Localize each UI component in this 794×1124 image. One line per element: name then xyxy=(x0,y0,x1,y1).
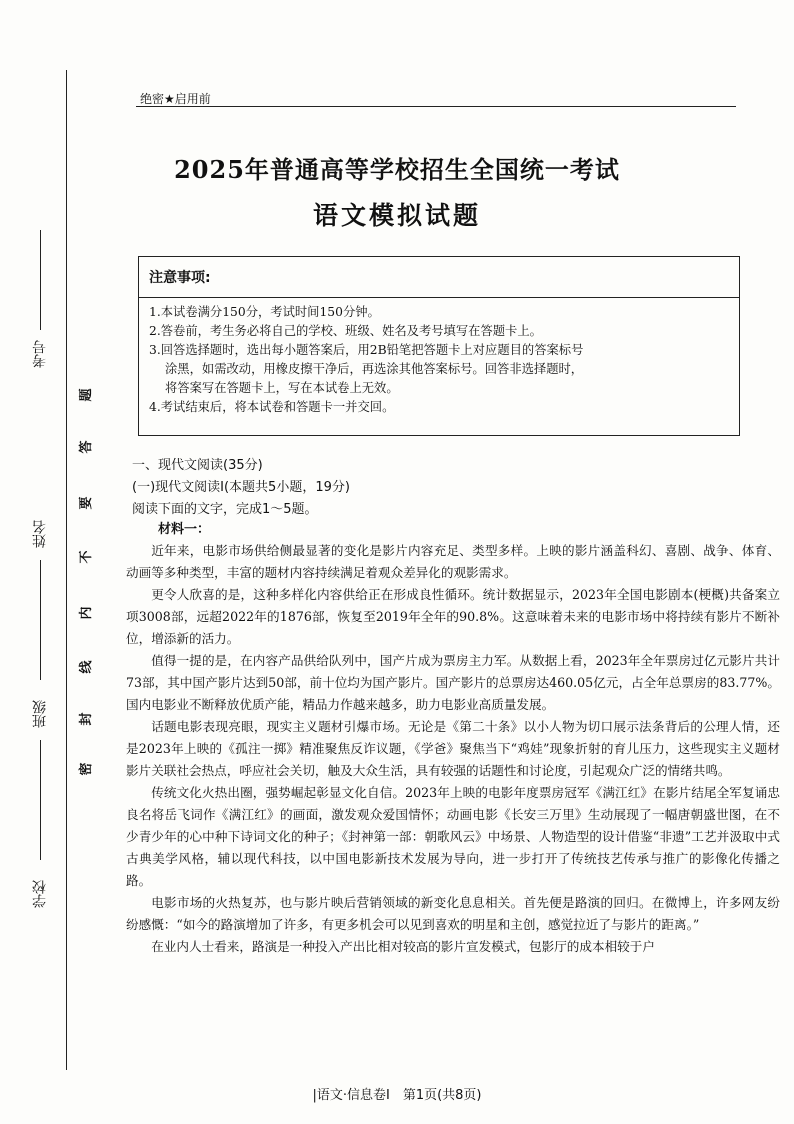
notice-box xyxy=(138,256,740,436)
notice-title: 注意事项: xyxy=(149,270,211,286)
seal-char-6: 线 xyxy=(79,660,94,674)
section-heading: 一、现代文阅读(35分) xyxy=(132,458,263,473)
paragraph: 传统文化火热出圈，强势崛起彰显文化自信。2023年上映的电影年度票房冠军《满江红》在影片结尾全军复诵忠良名将岳飞词作《满江红》的画面，激发观众爱国情怀；动画电影《长安三万里》生动展现了一幅唐朝盛世图，在不少青少年的心中种下诗词文化的种子；《封神第一部：朝歌风云》中场景、人物造型的设计借鉴“非遗”工艺并汲取中式古典美学风格，辅以现代科技，以中国电影新技术发展为导向，进一步打开了传统技艺传承与推广的影像化传播之路。 xyxy=(126,785,780,888)
class-field xyxy=(30,700,50,728)
paragraph: 近年来，电影市场供给侧最显著的变化是影片内容充足、类型多样。上映的影片涵盖科幻、喜剧、战争、体育、动画等多种类型，丰富的题材内容持续满足着观众差异化的观影需求。 xyxy=(126,543,780,580)
seal-char-2: 答 xyxy=(79,440,94,454)
exam-number-field xyxy=(30,340,50,368)
seal-char-1: 题 xyxy=(79,388,94,402)
school-label: 学校 xyxy=(32,880,48,908)
name-field xyxy=(30,520,50,548)
material-label: 材料一： xyxy=(158,522,211,537)
passage xyxy=(126,540,780,958)
class-rule xyxy=(40,740,41,860)
class-label: 班级 xyxy=(32,700,48,728)
notice-item: 4.考试结束后，将本试卷和答题卡一并交回。 xyxy=(149,400,395,414)
paragraph: 更令人欣喜的是，这种多样化内容供给正在形成良性循环。统计数据显示，2023年全国电影剧本(梗概)共备案立项3008部，远超2022年的1876部，恢复至2019年全年的90.8%。这意味着未来的电影市场中将持续有影片不断补位，增添新的活力。 xyxy=(126,587,780,646)
seal-char-8: 密 xyxy=(79,762,94,776)
paragraph: 在业内人士看来，路演是一种投入产出比相对较高的影片宣发模式，包影厅的成本相较于户 xyxy=(151,939,655,954)
name-rule xyxy=(40,560,41,680)
seal-char-5: 内 xyxy=(79,606,94,620)
name-label: 姓名 xyxy=(32,520,48,548)
notice-header xyxy=(139,257,739,298)
reading-instruction: 阅读下面的文字，完成1～5题。 xyxy=(132,502,318,517)
header-rule xyxy=(136,106,736,107)
confidential-label: 绝密★启用前 xyxy=(140,92,211,106)
notice-item: 3.回答选择题时，选出每小题答案后，用2B铅笔把答题卡上对应题目的答案标号 xyxy=(149,343,584,357)
seal-char-7: 封 xyxy=(79,712,94,726)
paragraph: 话题电影表现亮眼，现实主义题材引爆市场。无论是《第二十条》以小人物为切口展示法条背后的公理人情，还是2023年上映的《孤注一掷》精准聚焦反诈议题，《学爸》聚焦当下“鸡娃”现象折射的育儿压力，这些现实主义题材影片关联社会热点，呼应社会关切，触及大众生活，具有较强的话题性和讨论度，引起观众广泛的情绪共鸣。 xyxy=(126,719,780,778)
seal-char-4: 不 xyxy=(79,550,94,564)
paragraph: 值得一提的是，在内容产品供给队列中，国产片成为票房主力军。从数据上看，2023年全年票房过亿元影片共计73部，其中国产影片达到50部，前十位均为国产影片。国产影片的总票房达460.05亿元，占全年总票房的83.77%。国内电影业不断释放优质产能，精品力作越来越多，助力电影业高质量发展。 xyxy=(126,653,780,712)
paragraph: 电影市场的火热复苏，也与影片映后营销领域的新变化息息相关。首先便是路演的回归。在微博上，许多网友纷纷感慨：“如今的路演增加了许多，有更多机会可以见到喜欢的明星和主创，感觉拉近了与影片的距离。” xyxy=(126,895,780,932)
seal-char-3: 要 xyxy=(79,496,94,510)
notice-item: 2.答卷前，考生务必将自己的学校、班级、姓名及考号填写在答题卡上。 xyxy=(149,324,542,338)
notice-item-continued: 将答案写在答题卡上，写在本试卷上无效。 xyxy=(165,381,399,395)
school-field xyxy=(30,880,50,908)
exam-title: 2025年普通高等学校招生全国统一考试 xyxy=(174,155,620,184)
notice-item: 1.本试卷满分150分，考试时间150分钟。 xyxy=(149,305,380,319)
notice-item-continued: 涂黑，如需改动，用橡皮擦干净后，再选涂其他答案标号。回答非选择题时， xyxy=(165,362,584,376)
exam-number-rule xyxy=(40,230,41,330)
subsection-heading: (一)现代文阅读Ⅰ(本题共5小题，19分) xyxy=(132,480,350,495)
notice-list xyxy=(149,303,729,417)
page-footer: |语文·信息卷Ⅰ 第1页(共8页) xyxy=(312,1088,482,1103)
exam-subtitle: 语文模拟试题 xyxy=(312,201,481,230)
exam-number-label: 考号 xyxy=(32,340,48,368)
